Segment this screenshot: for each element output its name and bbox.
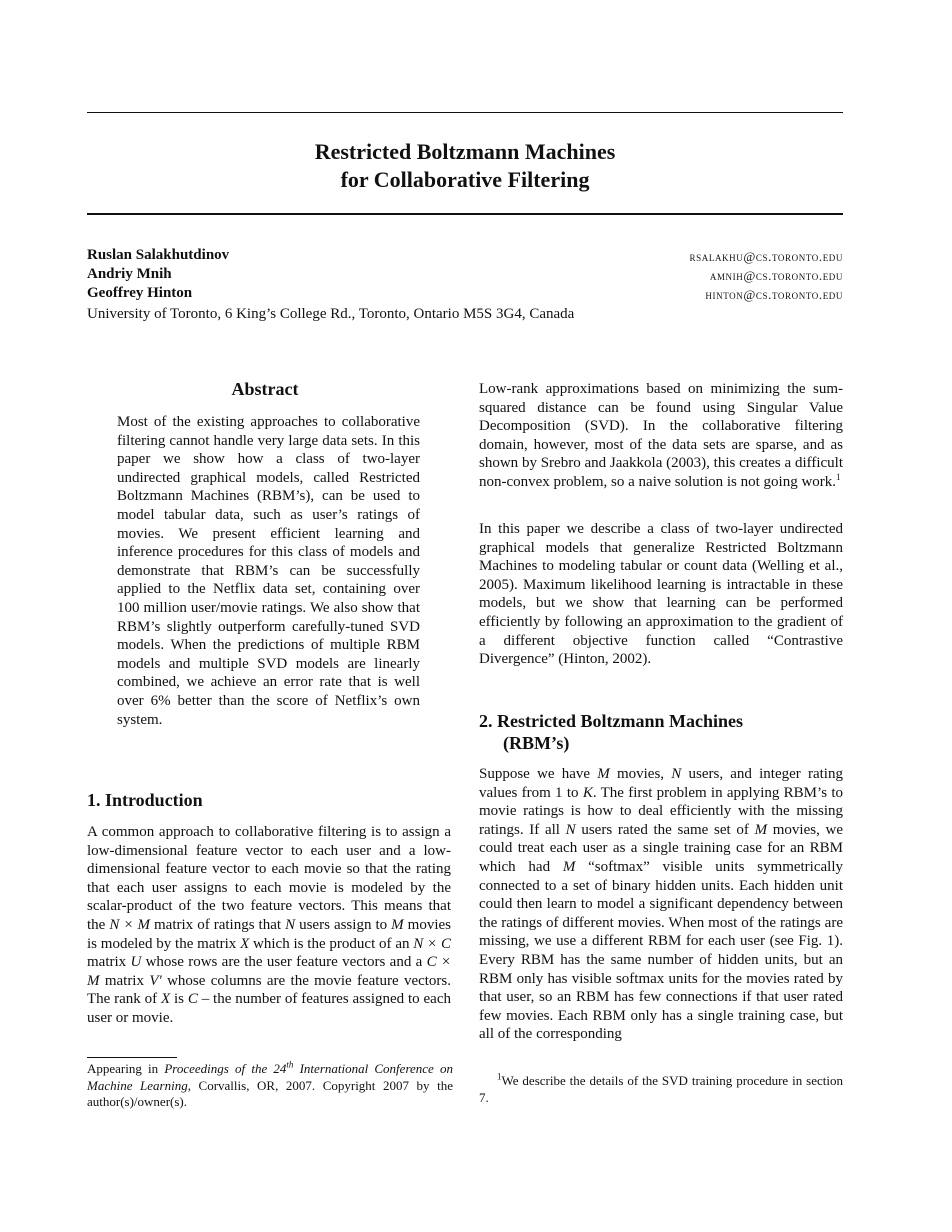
title-line-2: for Collaborative Filtering	[340, 167, 590, 192]
footnote-mark: 1	[836, 471, 841, 482]
intro-paragraph: A common approach to collaborative filtering is to assign a low-dimensional feature vector to each user and a low-dimensional feature vector to each movie so that the rating that each user assigns to each movie is modeled by the scalar-product of the two feature vectors. This means that the N × M matrix of ratings that N users assign to M movies is modeled by the matrix X which is the product of an N × C matrix U whose rows are the user feature vectors and a C × M matrix V′ whose columns are the movie feature vectors. The rank of X is C – the number of features assigned to each user or movie.	[87, 824, 452, 1026]
title-line-1: Restricted Boltzmann Machines	[314, 139, 616, 164]
intro-body	[87, 823, 451, 1028]
paper-title	[87, 138, 843, 194]
abstract-text: Most of the existing approaches to collaborative filtering cannot handle very large data sets. In this paper we show how a class of two-layer undirected graphical models, called Restricted Boltzmann Machines (RBM’s), can be used to model tabular data, such as user’s ratings of movies. We present efficient learning and inference procedures for this class of models and demonstrate that RBM’s can be successfully applied to the Netflix data set, containing over 100 million user/movie ratings. We also show that RBM’s slightly outperform carefully-tuned SVD models. When the predictions of multiple RBM models and multiple SVD models are linearly combined, we achieve an error rate that is well over 6% better than the score of Netflix’s own system.	[117, 414, 420, 728]
author-name: Geoffrey Hinton	[87, 285, 193, 301]
author-row-3	[87, 284, 843, 303]
footnote-left: Appearing in Proceedings of the 24th International Conference on Machine Learning, Corvallis, OR, 2007. Copyright 2007 by the author(s)/owner(s).	[87, 1059, 454, 1109]
author-email: amnih@cs.toronto.edu	[709, 268, 843, 283]
section-2-body	[479, 765, 843, 1044]
section-2-paragraph: Suppose we have M movies, N users, and integer rating values from 1 to K. The first problem in applying RBM’s to movie ratings is how to deal efficiently with the missing ratings. If all N users rated the same set of M movies, we could treat each user as a single training case for an RBM which had M “softmax” visible units symmetrically connected to a set of binary hidden units. Each hidden unit could then learn to model a significant dependency between the ratings of different movies. When most of the ratings are missing, we use a different RBM for each user (see Fig. 1). Every RBM has the same number of hidden units, but an RBM only has visible softmax units for the movies rated by that user, so an RBM has few connections if that user rated few movies. Each RBM only has a single training case, but all of the corresponding	[479, 766, 844, 1043]
abstract-body	[117, 413, 420, 729]
right-paragraph-2: In this paper we describe a class of two-layer undirected graphical models that generalize Restricted Boltzmann Machines to modeling tabular or count data (Welling et al., 2005). Maximum likelihood learning is intractable in these models, but we show that learning can be performed efficiently by following an approximation to the gradient of a different objective function called “Contrastive Divergence” (Hinton, 2002).	[479, 521, 843, 668]
abstract-heading: Abstract	[231, 379, 299, 399]
section-2-heading	[479, 710, 843, 754]
author-email: hinton@cs.toronto.edu	[705, 287, 843, 302]
author-row-2	[87, 265, 843, 284]
author-name: Andriy Mnih	[87, 266, 172, 282]
section-2-heading-line-2: (RBM’s)	[503, 733, 570, 753]
author-name: Ruslan Salakhutdinov	[87, 247, 230, 263]
footnote-rule	[87, 1057, 177, 1058]
affiliation: University of Toronto, 6 King’s College Rd., Toronto, Ontario M5S 3G4, Canada	[87, 306, 575, 322]
title-bottom-rule	[87, 213, 843, 215]
right-paragraph-1: Low-rank approximations based on minimizing the sum-squared distance can be found using Singular Value Decomposition (SVD). In the collaborative filtering domain, however, most of the data sets are sparse, and as shown by Srebro and Jaakkola (2003), this creates a difficult non-convex problem, so a naive solution is not going work.$^1$	[479, 381, 843, 490]
intro-heading: 1. Introduction	[87, 790, 203, 810]
footnote-right: $^1$We describe the details of the SVD training procedure in section 7.	[479, 1071, 843, 1105]
section-2-heading-line-1: 2. Restricted Boltzmann Machines	[479, 711, 743, 731]
title-top-rule	[87, 112, 843, 113]
author-email: rsalakhu@cs.toronto.edu	[689, 249, 843, 264]
author-row-1	[87, 246, 843, 265]
